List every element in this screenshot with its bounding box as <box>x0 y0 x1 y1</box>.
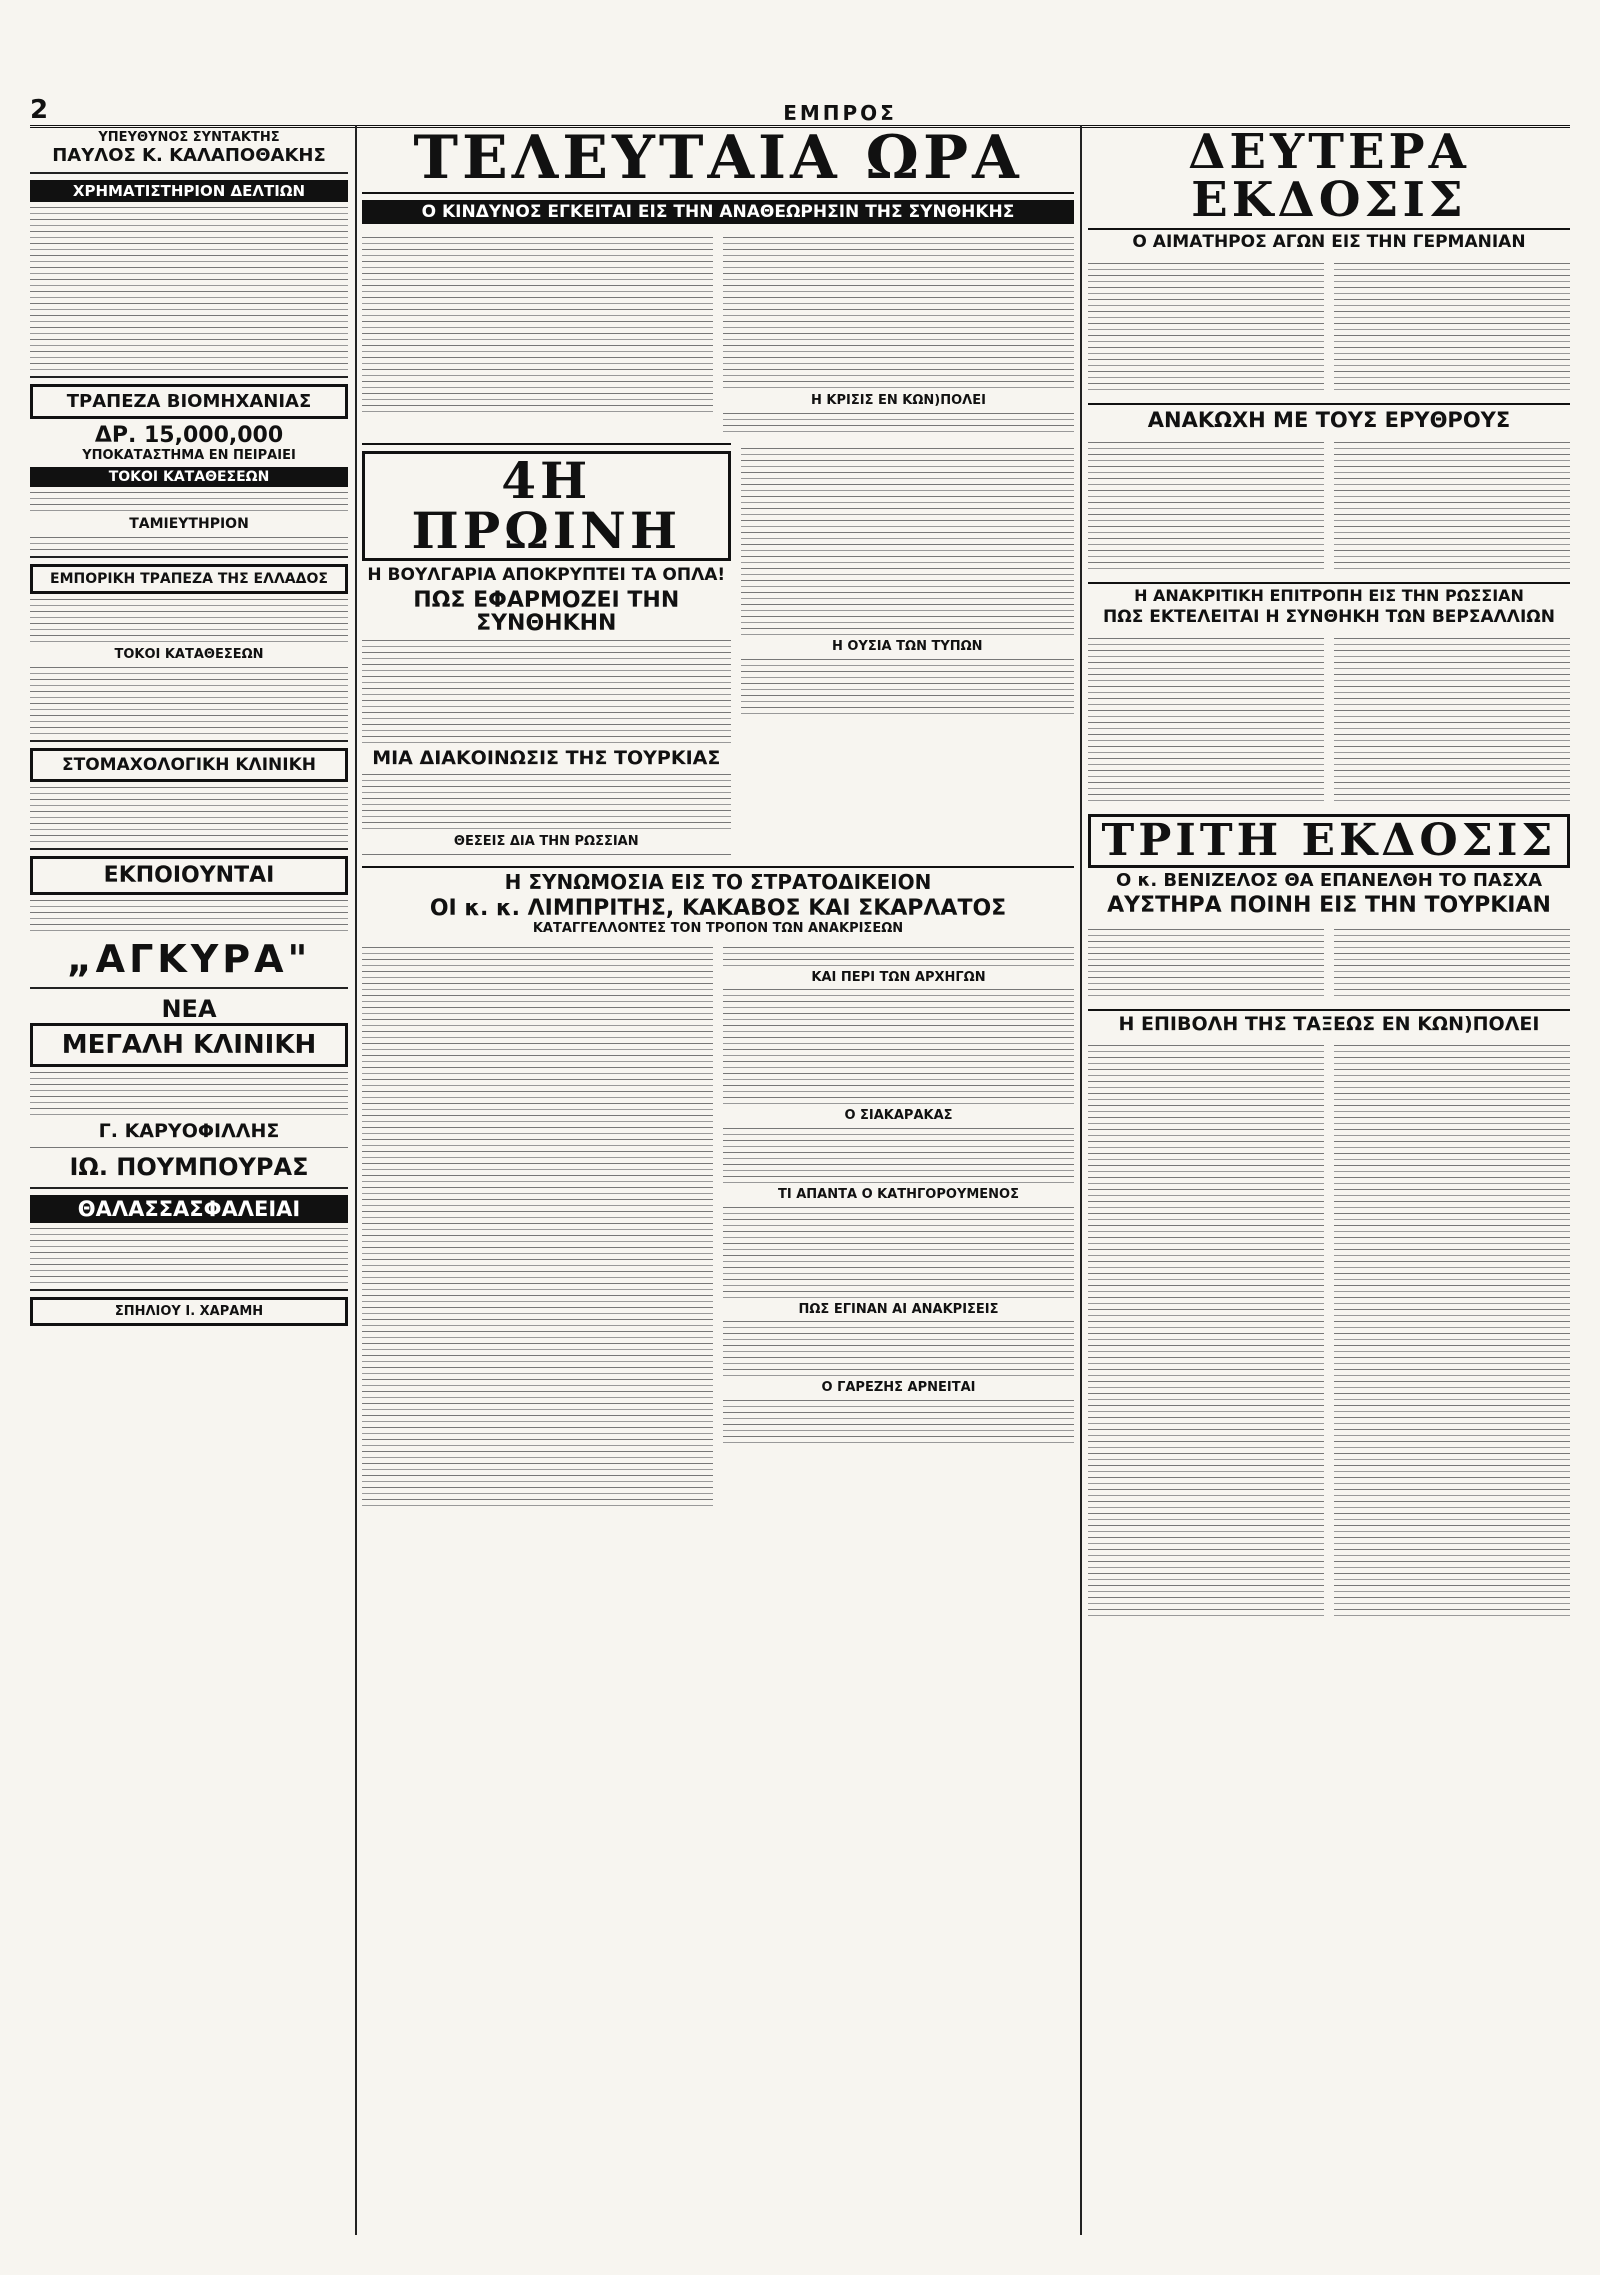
main-article <box>362 232 1074 437</box>
bank1-interest: ΤΟΚΟΙ ΚΑΤΑΘΕΣΕΩΝ <box>30 467 348 487</box>
megali-kliniki-title: ΜΕΓΑΛΗ ΚΛΙΝΙΚΗ <box>30 1023 348 1067</box>
archigoi-title: ΚΑΙ ΠΕΡΙ ΤΩΝ ΑΡΧΗΓΩΝ <box>811 969 986 985</box>
page-header <box>30 95 1570 128</box>
synomosia-sub2: ΚΑΤΑΓΓΕΛΛΟΝΤΕΣ ΤΟΝ ΤΡΟΠΟΝ ΤΩΝ ΑΝΑΚΡΙΣΕΩΝ <box>532 921 904 937</box>
bank1-sub: ΥΠΟΚΑΤΑΣΤΗΜΑ ΕΝ ΠΕΙΡΑΙΕΙ <box>82 448 296 463</box>
apanta-title: ΤΙ ΑΠΑΝΤΑ Ο ΚΑΤΗΓΟΡΟΥΜΕΝΟΣ <box>778 1186 1019 1202</box>
anakriseis-title: ΠΩΣ ΕΓΙΝΑΝ ΑΙ ΑΝΑΚΡΙΣΕΙΣ <box>798 1301 999 1317</box>
krisis-title: Η ΚΡΙΣΙΣ ΕΝ ΚΩΝ)ΠΟΛΕΙ <box>811 393 986 408</box>
editor-label: ΥΠΕΥΘΥΝΟΣ ΣΥΝΤΑΚΤΗΣ <box>98 130 280 145</box>
second-edition-title: ΔΕΥΤΕΡΑ ΕΚΔΟΣΙΣ <box>1088 128 1570 230</box>
karyofillis-name: Γ. ΚΑΡΥΟΦΙΛΛΗΣ <box>98 1120 280 1142</box>
right-column <box>1088 128 1570 2238</box>
masthead: ΕΜΠΡΟΣ <box>783 101 897 125</box>
turkey-title: ΜΙΑ ΔΙΑΚΟΙΝΩΣΙΣ ΤΗΣ ΤΟΥΡΚΙΑΣ <box>372 747 721 770</box>
center-column <box>362 128 1074 2238</box>
bank1-title: ΤΡΑΠΕΖΑ ΒΙΟΜΗΧΑΝΙΑΣ <box>30 384 348 419</box>
clinic-title: ΣΤΟΜΑΧΟΛΟΓΙΚΗ ΚΛΙΝΙΚΗ <box>30 748 348 782</box>
agkyra-title: „ΑΓΚΥΡΑ" <box>66 937 312 981</box>
column-rule <box>1080 125 1082 2235</box>
poumpouras-name: ΙΩ. ΠΟΥΜΠΟΥΡΑΣ <box>69 1153 309 1181</box>
thalassasfaleiai-title: ΘΑΛΑΣΣΑΣΦΑΛΕΙΑΙ <box>30 1195 348 1223</box>
ekpoiountai-title: ΕΚΠΟΙΟΥΝΤΑΙ <box>30 856 348 895</box>
charamis-ad: ΣΠΗΛΙΟΥ Ι. ΧΑΡΑΜΗ <box>30 1297 348 1326</box>
edition-sub2: ΠΩΣ ΕΦΑΡΜΟΖΕΙ ΤΗΝ ΣΥΝΘΗΚΗΝ <box>413 587 680 636</box>
commission-sub: ΠΩΣ ΕΚΤΕΛΕΙΤΑΙ Η ΣΥΝΘΗΚΗ ΤΩΝ ΒΕΡΣΑΛΛΙΩΝ <box>1103 606 1555 627</box>
third-edition-sub2: ΑΥΣΤΗΡΑ ΠΟΙΝΗ ΕΙΣ ΤΗΝ ΤΟΥΡΚΙΑΝ <box>1107 893 1551 919</box>
epivoli-title: Η ΕΠΙΒΟΛΗ ΤΗΣ ΤΑΞΕΩΣ ΕΝ ΚΩΝ)ΠΟΛΕΙ <box>1088 1009 1570 1035</box>
siakarakas-title: Ο ΣΙΑΚΑΡΑΚΑΣ <box>844 1108 953 1124</box>
garezis-title: Ο ΓΑΡΕΖΗΣ ΑΡΝΕΙΤΑΙ <box>821 1380 976 1396</box>
ousia-title: Η ΟΥΣΙΑ ΤΩΝ ΤΥΠΩΝ <box>831 639 983 654</box>
column-rule <box>355 125 357 2235</box>
edition-title: 4Η ΠΡΩΙΝΗ <box>362 451 731 561</box>
main-title: ΤΕΛΕΥΤΑΙΑ ΩΡΑ <box>362 128 1074 194</box>
third-edition-sub: Ο κ. ΒΕΝΙΖΕΛΟΣ ΘΑ ΕΠΑΝΕΛΘΗ ΤΟ ΠΑΣΧΑ <box>1115 869 1543 891</box>
bank2-title: ΕΜΠΟΡΙΚΗ ΤΡΑΠΕΖΑ ΤΗΣ ΕΛΛΑΔΟΣ <box>30 564 348 594</box>
second-edition-sub: Ο ΑΙΜΑΤΗΡΟΣ ΑΓΩΝ ΕΙΣ ΤΗΝ ΓΕΡΜΑΝΙΑΝ <box>1132 232 1526 252</box>
left-column <box>30 130 348 2235</box>
edition-section <box>362 443 731 860</box>
third-edition-title: ΤΡΙΤΗ ΕΚΔΟΣΙΣ <box>1088 814 1570 868</box>
main-subtitle: Ο ΚΙΝΔΥΝΟΣ ΕΓΚΕΙΤΑΙ ΕΙΣ ΤΗΝ ΑΝΑΘΕΩΡΗΣΙΝ ΤΗΣ ΣΥΝΘΗΚΗΣ <box>362 200 1074 224</box>
bank1-capital: ΔΡ. 15,000,000 <box>94 423 284 448</box>
bank2-interest: ΤΟΚΟΙ ΚΑΤΑΘΕΣΕΩΝ <box>114 647 264 662</box>
theseis-title: ΘΕΣΕΙΣ ΔΙΑ ΤΗΝ ΡΩΣΣΙΑΝ <box>453 833 639 849</box>
anakoch-title: ΑΝΑΚΩΧΗ ΜΕ ΤΟΥΣ ΕΡΥΘΡΟΥΣ <box>1088 403 1570 431</box>
page-number: 2 <box>30 95 49 125</box>
synomosia-title: Η ΣΥΝΩΜΟΣΙΑ ΕΙΣ ΤΟ ΣΤΡΑΤΟΔΙΚΕΙΟΝ <box>504 869 932 894</box>
synomosia-sub: ΟΙ κ. κ. ΛΙΜΠΡΙΤΗΣ, ΚΑΚΑΒΟΣ ΚΑΙ ΣΚΑΡΛΑΤΟΣ <box>429 895 1007 921</box>
commission-title: Η ΑΝΑΚΡΙΤΙΚΗ ΕΠΙΤΡΟΠΗ ΕΙΣ ΤΗΝ ΡΩΣΣΙΑΝ <box>1088 582 1570 605</box>
main-article-continued <box>741 443 1074 860</box>
nea-label: ΝΕΑ <box>161 995 217 1023</box>
edition-sub1: Η ΒΟΥΛΓΑΡΙΑ ΑΠΟΚΡΥΠΤΕΙ ΤΑ ΟΠΛΑ! <box>367 565 726 585</box>
synomosia-section <box>362 866 1074 1511</box>
editor-name: ΠΑΥΛΟΣ Κ. ΚΑΛΑΠΟΘΑΚΗΣ <box>52 145 326 166</box>
bank1-savings: ΤΑΜΙΕΥΤΗΡΙΟΝ <box>129 516 249 532</box>
stock-title: ΧΡΗΜΑΤΙΣΤΗΡΙΟΝ ΔΕΛΤΙΩΝ <box>30 180 348 202</box>
